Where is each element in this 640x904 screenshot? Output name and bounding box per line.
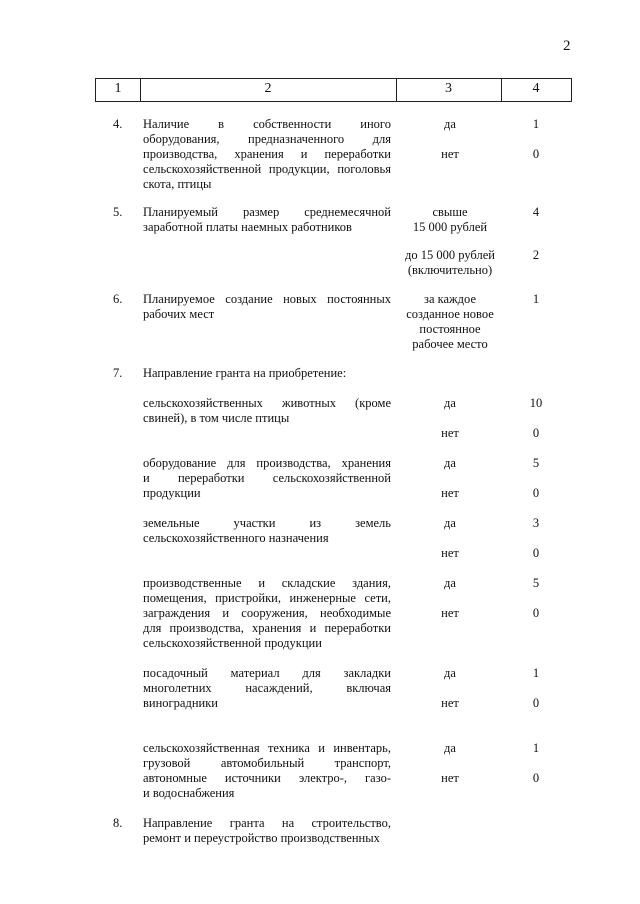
option-score: 0: [532, 546, 540, 560]
option-score: 1: [532, 741, 540, 755]
header-col-1: 1: [114, 81, 122, 96]
option-label: постоянное: [419, 322, 481, 336]
option-label: нет: [441, 546, 459, 560]
criterion-text-line: Наличие в собственности иного: [143, 117, 391, 131]
criterion-text-line: и водоснабжения: [143, 786, 235, 800]
option-score: 0: [532, 147, 540, 161]
option-score: 0: [532, 771, 540, 785]
option-score: 0: [532, 696, 540, 710]
criterion-text-line: производства, хранения и переработки: [143, 147, 391, 161]
criterion-text-line: сельскохозяйственного назначения: [143, 531, 329, 545]
option-score: 5: [532, 576, 540, 590]
option-score: 0: [532, 606, 540, 620]
criterion-text-line: скота, птицы: [143, 177, 212, 191]
option-label: свыше: [432, 205, 468, 219]
item-number: 4.: [113, 117, 123, 131]
criterion-text-line: земельные участки из земель: [143, 516, 391, 530]
page-number: 2: [563, 38, 571, 54]
option-score: 5: [532, 456, 540, 470]
option-label: (включительно): [407, 263, 493, 277]
criterion-text-line: продукции: [143, 486, 201, 500]
option-score: 1: [532, 117, 540, 131]
option-score: 0: [532, 486, 540, 500]
option-score: 0: [532, 426, 540, 440]
criterion-text-line: грузовой автомобильный транспорт,: [143, 756, 391, 770]
option-label: до 15 000 рублей: [405, 248, 495, 262]
option-label: нет: [441, 606, 459, 620]
option-score: 1: [532, 292, 540, 306]
option-score: 10: [529, 396, 543, 410]
option-score: 3: [532, 516, 540, 530]
option-label: 15 000 рублей: [412, 220, 488, 234]
item-number: 5.: [113, 205, 123, 219]
option-label: за каждое: [424, 292, 476, 306]
criterion-text-line: заработной платы наемных работников: [143, 220, 352, 234]
option-label: да: [444, 396, 456, 410]
criterion-text-line: Планируемое создание новых постоянных: [143, 292, 391, 306]
criterion-text-line: Направление гранта на строительство,: [143, 816, 391, 830]
option-label: да: [444, 516, 456, 530]
header-col-2: 2: [264, 81, 272, 96]
criterion-text-line: оборудования, предназначенного для: [143, 132, 391, 146]
criterion-text-line: Направление гранта на приобретение:: [143, 366, 347, 380]
criterion-text-line: для производства, хранения и переработки: [143, 621, 391, 635]
criterion-text-line: производственные и складские здания,: [143, 576, 391, 590]
criterion-text-line: сельскохозяйственной продукции: [143, 636, 322, 650]
criterion-text-line: сельскохозяйственных животных (кроме: [143, 396, 391, 410]
criterion-text-line: сельскохозяйственная техника и инвентарь,: [143, 741, 391, 755]
option-label: да: [444, 741, 456, 755]
option-score: 4: [532, 205, 540, 219]
criterion-text-line: свиней), в том числе птицы: [143, 411, 290, 425]
criterion-text-line: Планируемый размер среднемесячной: [143, 205, 391, 219]
criterion-text-line: многолетних насаждений, включая: [143, 681, 391, 695]
option-label: рабочее место: [412, 337, 488, 351]
item-number: 6.: [113, 292, 123, 306]
criterion-text-line: оборудование для производства, хранения: [143, 456, 391, 470]
item-number: 7.: [113, 366, 123, 380]
criterion-text-line: посадочный материал для закладки: [143, 666, 391, 680]
option-score: 2: [532, 248, 540, 262]
option-label: нет: [441, 771, 459, 785]
option-label: да: [444, 456, 456, 470]
option-score: 1: [532, 666, 540, 680]
criterion-text-line: рабочих мест: [143, 307, 215, 321]
item-number: 8.: [113, 816, 123, 830]
option-label: да: [444, 576, 456, 590]
option-label: да: [444, 666, 456, 680]
option-label: созданное новое: [406, 307, 494, 321]
header-col-4: 4: [532, 81, 540, 96]
criterion-text-line: сельскохозяйственной продукции, поголовья: [143, 162, 391, 176]
criterion-text-line: виноградники: [143, 696, 218, 710]
criterion-text-line: автономные источники электро-, газо-: [143, 771, 391, 785]
header-col-3: 3: [445, 81, 452, 96]
criterion-text-line: заграждения и сооружения, необходимые: [143, 606, 391, 620]
criterion-text-line: ремонт и переустройство производственных: [143, 831, 380, 845]
option-label: нет: [441, 426, 459, 440]
option-label: нет: [441, 147, 459, 161]
option-label: да: [444, 117, 456, 131]
criterion-text-line: и переработки сельскохозяйственной: [143, 471, 391, 485]
table-header: [95, 78, 572, 102]
criterion-text-line: помещения, пристройки, инженерные сети,: [143, 591, 391, 605]
option-label: нет: [441, 486, 459, 500]
option-label: нет: [441, 696, 459, 710]
